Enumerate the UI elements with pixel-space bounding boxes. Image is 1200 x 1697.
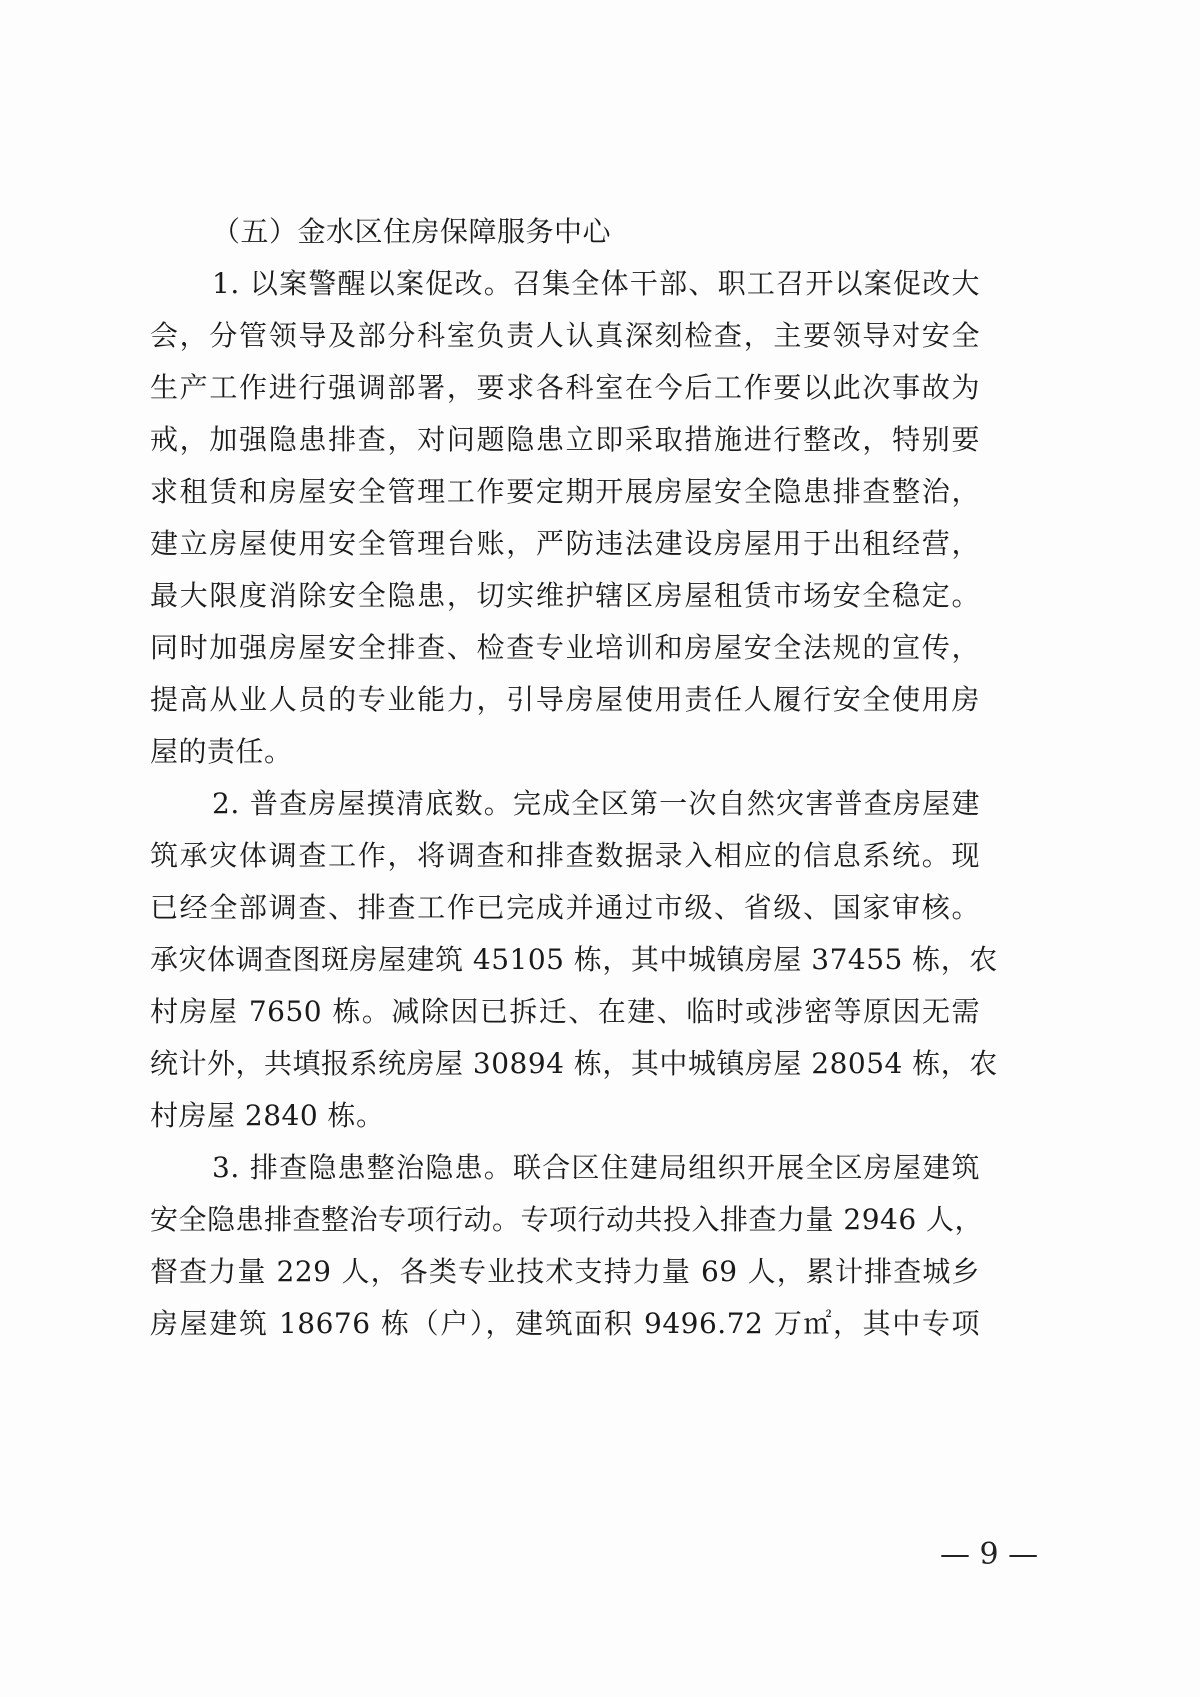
section-heading: （五）金水区住房保障服务中心 — [212, 215, 612, 248]
paragraph-1-line: 1. 以案警醒以案促改。召集全体干部、职工召开以案促改大 — [212, 267, 980, 300]
paragraph-2-line: 承灾体调查图斑房屋建筑 45105 栋，其中城镇房屋 37455 栋，农 — [150, 943, 998, 976]
paragraph-3-line: 安全隐患排查整治专项行动。专项行动共投入排查力量 2946 人， — [150, 1203, 984, 1236]
paragraph-2-line: 2. 普查房屋摸清底数。完成全区第一次自然灾害普查房屋建 — [212, 787, 980, 820]
paragraph-3-line: 房屋建筑 18676 栋（户），建筑面积 9496.72 万㎡，其中专项 — [150, 1307, 980, 1340]
paragraph-1-line: 最大限度消除安全隐患，切实维护辖区房屋租赁市场安全稳定。 — [150, 579, 980, 612]
paragraph-1-line: 建立房屋使用安全管理台账，严防违法建设房屋用于出租经营， — [150, 527, 980, 560]
paragraph-1-line: 同时加强房屋安全排查、检查专业培训和房屋安全法规的宣传， — [150, 631, 980, 664]
page-number: — 9 — — [940, 1537, 1039, 1572]
paragraph-2-line: 已经全部调查、排查工作已完成并通过市级、省级、国家审核。 — [150, 891, 980, 924]
paragraph-1-line: 生产工作进行强调部署，要求各科室在今后工作要以此次事故为 — [150, 371, 980, 404]
paragraph-1-line: 求租赁和房屋安全管理工作要定期开展房屋安全隐患排查整治， — [150, 475, 980, 508]
paragraph-1-line: 戒，加强隐患排查，对问题隐患立即采取措施进行整改，特别要 — [150, 423, 980, 456]
paragraph-1-line: 屋的责任。 — [150, 735, 293, 768]
paragraph-2-line: 村房屋 7650 栋。减除因已拆迁、在建、临时或涉密等原因无需 — [150, 995, 980, 1028]
paragraph-1-line: 会，分管领导及部分科室负责人认真深刻检查，主要领导对安全 — [150, 319, 980, 352]
paragraph-1-line: 提高从业人员的专业能力，引导房屋使用责任人履行安全使用房 — [150, 683, 980, 716]
paragraph-2-line: 统计外，共填报系统房屋 30894 栋，其中城镇房屋 28054 栋，农 — [150, 1047, 998, 1080]
paragraph-2-line: 筑承灾体调查工作，将调查和排查数据录入相应的信息系统。现 — [150, 839, 980, 872]
paragraph-2-line: 村房屋 2840 栋。 — [150, 1099, 385, 1132]
paragraph-3-line: 督查力量 229 人，各类专业技术支持力量 69 人，累计排查城乡 — [150, 1255, 980, 1288]
paragraph-3-line: 3. 排查隐患整治隐患。联合区住建局组织开展全区房屋建筑 — [212, 1151, 980, 1184]
